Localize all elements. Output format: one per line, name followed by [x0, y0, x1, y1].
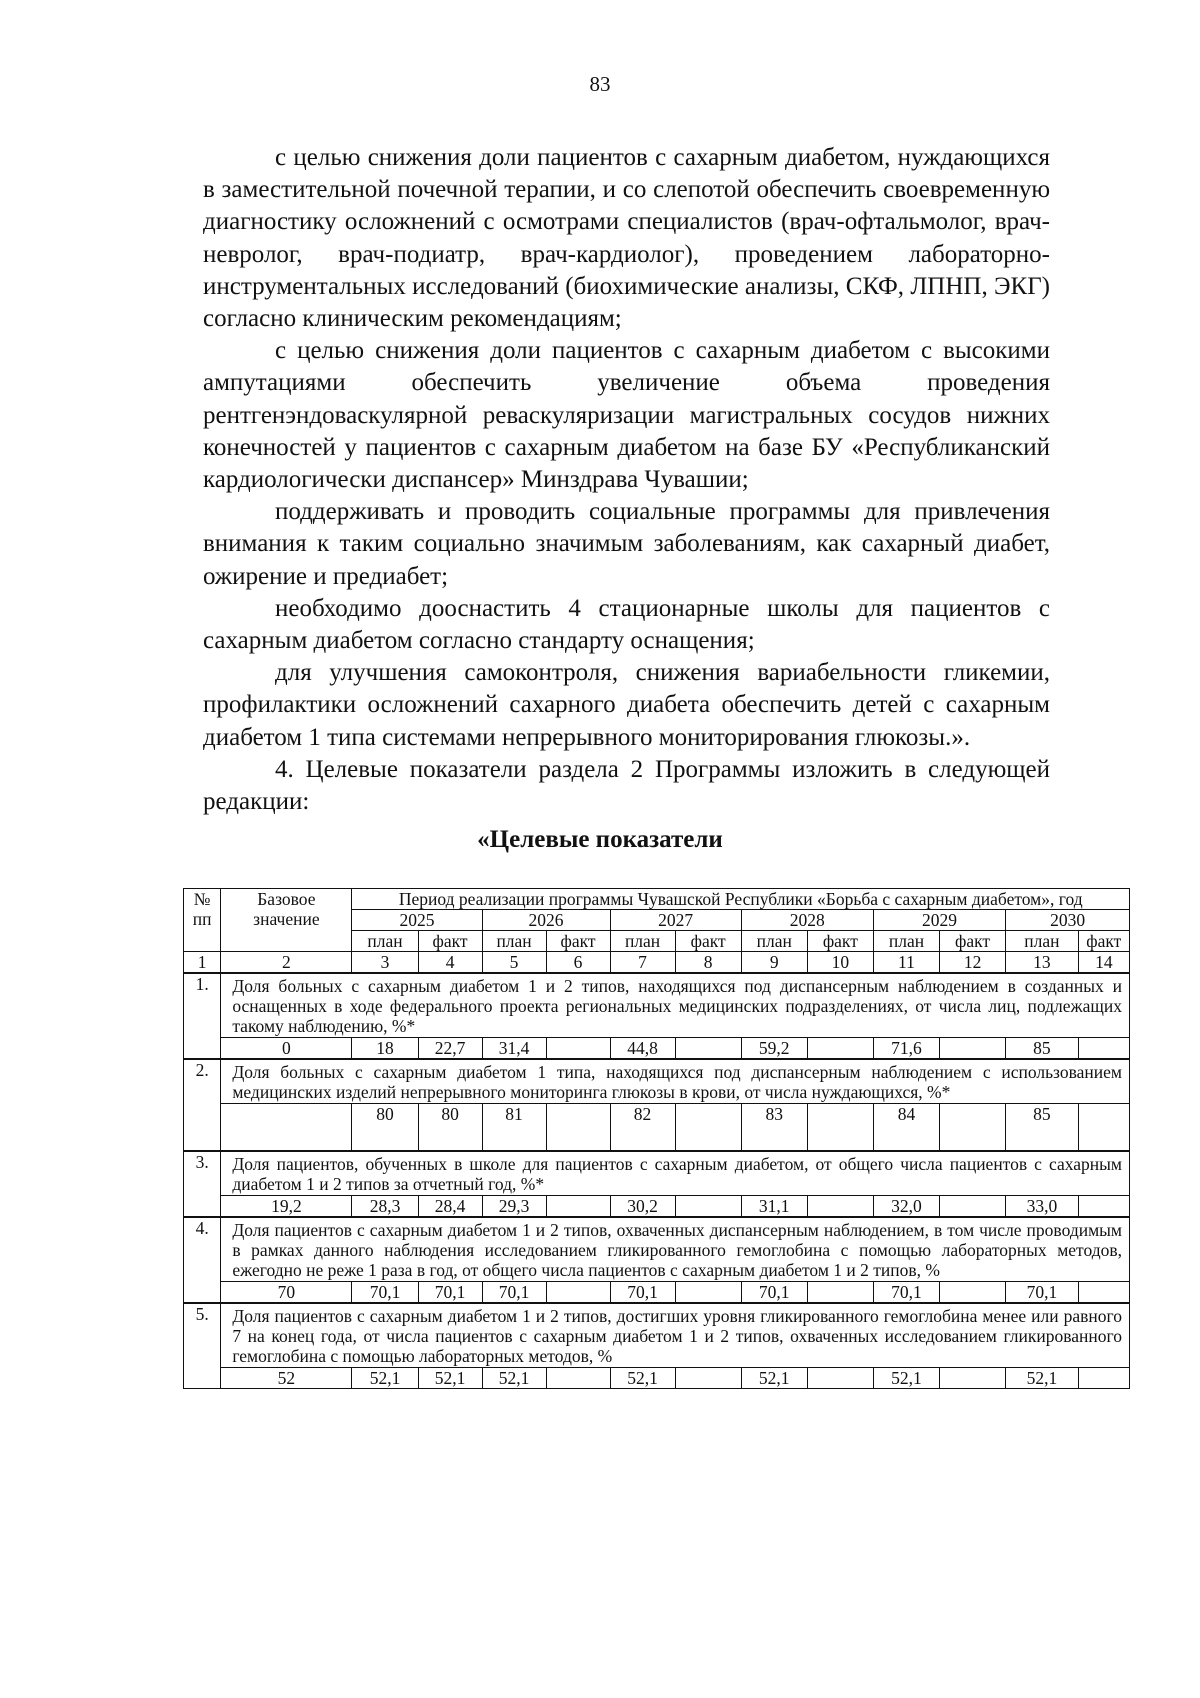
value-cell — [1078, 1038, 1129, 1060]
header-fact: факт — [1078, 931, 1129, 952]
value-cell: 19,2 — [221, 1195, 352, 1217]
indicator-row — [184, 1151, 1130, 1196]
value-cell: 52,1 — [873, 1367, 939, 1388]
column-number: 11 — [873, 952, 939, 974]
value-cell: 80 — [352, 1104, 418, 1151]
value-cell — [546, 1195, 610, 1217]
column-number: 5 — [482, 952, 546, 974]
value-cell — [940, 1038, 1006, 1060]
value-cell — [807, 1195, 873, 1217]
value-cell: 18 — [352, 1038, 418, 1060]
value-cell — [807, 1104, 873, 1151]
column-number: 14 — [1078, 952, 1129, 974]
indicator-values-row — [184, 1104, 1130, 1151]
paragraph: необходимо дооснастить 4 стационарные школы для пациентов с сахарным диабетом согласно стандарту оснащения; — [203, 594, 1050, 655]
value-cell: 70,1 — [1006, 1281, 1079, 1303]
value-cell: 81 — [482, 1104, 546, 1151]
paragraph: с целью снижения доли пациентов с сахарным диабетом с высокими ампутациями обеспечить увеличение объема проведения рентгенэндоваскулярной реваскуляризации магистральных сосудов нижних конечностей у пациентов с сахарным диабетом на базе БУ «Республиканский кардиологически диспансер» Минздрава Чувашии; — [203, 337, 1050, 494]
value-cell: 30,2 — [610, 1195, 675, 1217]
column-number: 3 — [352, 952, 418, 974]
value-cell: 0 — [221, 1038, 352, 1060]
column-number: 7 — [610, 952, 675, 974]
page-number: 83 — [589, 72, 611, 96]
indicator-row — [184, 1217, 1130, 1282]
value-cell: 28,3 — [352, 1195, 418, 1217]
value-cell — [807, 1038, 873, 1060]
value-cell — [675, 1038, 741, 1060]
indicator-row — [184, 1059, 1130, 1104]
indicator-number: 4. — [184, 1217, 221, 1303]
value-cell — [546, 1104, 610, 1151]
header-num: № пп — [184, 889, 221, 952]
value-cell — [1078, 1195, 1129, 1217]
value-cell — [807, 1367, 873, 1388]
header-plan: план — [1006, 931, 1079, 952]
column-number: 13 — [1006, 952, 1079, 974]
value-cell — [940, 1281, 1006, 1303]
column-number: 1 — [184, 952, 221, 974]
value-cell — [807, 1281, 873, 1303]
header-plan: план — [873, 931, 939, 952]
header-fact: факт — [675, 931, 741, 952]
value-cell: 29,3 — [482, 1195, 546, 1217]
value-cell: 70,1 — [610, 1281, 675, 1303]
column-number: 12 — [940, 952, 1006, 974]
value-cell: 70,1 — [418, 1281, 482, 1303]
value-cell — [675, 1104, 741, 1151]
header-year: 2027 — [610, 910, 741, 931]
value-cell — [940, 1367, 1006, 1388]
indicator-row — [184, 1303, 1130, 1368]
paragraph: поддерживать и проводить социальные программы для привлечения внимания к таким социально значимым заболеваниям, как сахарный диабет, ожирение и предиабет; — [203, 498, 1050, 590]
indicator-row — [184, 973, 1130, 1038]
header-base: Базовое значение — [221, 889, 352, 952]
column-number-row — [184, 952, 1130, 974]
header-plan: план — [610, 931, 675, 952]
value-cell — [940, 1104, 1006, 1151]
value-cell: 71,6 — [873, 1038, 939, 1060]
indicator-values-row — [184, 1195, 1130, 1217]
value-cell: 84 — [873, 1104, 939, 1151]
value-cell: 80 — [418, 1104, 482, 1151]
value-cell: 70,1 — [741, 1281, 807, 1303]
value-cell: 22,7 — [418, 1038, 482, 1060]
value-cell: 70 — [221, 1281, 352, 1303]
paragraph: с целью снижения доли пациентов с сахарным диабетом, нуждающихся в заместительной почечной терапии, и со слепотой обеспечить своевременную диагностику осложнений с осмотрами специалистов (врач-офтальмолог, врач-невролог, врач-подиатр, врач-кардиолог), проведением лабораторно-инструментальных исследований (биохимические анализы, СКФ, ЛПНП, ЭКГ) согласно клиническим рекомендациям; — [203, 144, 1050, 333]
value-cell: 70,1 — [873, 1281, 939, 1303]
indicator-number: 2. — [184, 1059, 221, 1151]
value-cell: 52,1 — [482, 1367, 546, 1388]
header-plan: план — [482, 931, 546, 952]
value-cell — [221, 1104, 352, 1151]
value-cell: 31,4 — [482, 1038, 546, 1060]
column-number: 9 — [741, 952, 807, 974]
header-fact: факт — [418, 931, 482, 952]
value-cell: 70,1 — [352, 1281, 418, 1303]
value-cell: 31,1 — [741, 1195, 807, 1217]
value-cell: 83 — [741, 1104, 807, 1151]
value-cell — [675, 1195, 741, 1217]
indicator-description: Доля пациентов, обученных в школе для пациентов с сахарным диабетом, от общего числа пациентов с сахарным диабетом 1 и 2 типов за отчетный год, %* — [221, 1151, 1130, 1196]
value-cell — [1078, 1104, 1129, 1151]
value-cell — [675, 1281, 741, 1303]
column-number: 10 — [807, 952, 873, 974]
value-cell — [546, 1281, 610, 1303]
value-cell: 52 — [221, 1367, 352, 1388]
paragraph: 4. Целевые показатели раздела 2 Программы изложить в следующей редакции: — [203, 755, 1050, 816]
value-cell: 52,1 — [1006, 1367, 1079, 1388]
section-title: «Целевые показатели — [477, 826, 723, 853]
value-cell: 28,4 — [418, 1195, 482, 1217]
header-row — [184, 889, 1130, 910]
header-year: 2025 — [352, 910, 482, 931]
indicator-description: Доля пациентов с сахарным диабетом 1 и 2 типов, охваченных диспансерным наблюдением, в том числе проводимым в рамках данного наблюдения исследованием гликированного гемоглобина с помощью лабораторных методов, ежегодно не реже 1 раза в год, от общего числа пациентов с сахарным диабетом 1 и 2 типов, % — [221, 1217, 1130, 1282]
value-cell: 85 — [1006, 1038, 1079, 1060]
header-year: 2029 — [873, 910, 1005, 931]
header-fact: факт — [807, 931, 873, 952]
column-number: 8 — [675, 952, 741, 974]
body-text — [203, 142, 1050, 818]
value-cell: 82 — [610, 1104, 675, 1151]
value-cell: 33,0 — [1006, 1195, 1079, 1217]
indicator-number: 5. — [184, 1303, 221, 1389]
value-cell: 32,0 — [873, 1195, 939, 1217]
header-year: 2026 — [482, 910, 610, 931]
value-cell: 52,1 — [418, 1367, 482, 1388]
value-cell — [546, 1038, 610, 1060]
value-cell — [940, 1195, 1006, 1217]
value-cell: 44,8 — [610, 1038, 675, 1060]
header-fact: факт — [940, 931, 1006, 952]
indicator-values-row — [184, 1038, 1130, 1060]
value-cell: 52,1 — [610, 1367, 675, 1388]
indicator-number: 3. — [184, 1151, 221, 1217]
value-cell: 59,2 — [741, 1038, 807, 1060]
header-plan: план — [352, 931, 418, 952]
value-cell — [546, 1367, 610, 1388]
column-number: 4 — [418, 952, 482, 974]
column-number: 2 — [221, 952, 352, 974]
value-cell — [675, 1367, 741, 1388]
targets-table — [183, 888, 1130, 1389]
header-year: 2030 — [1006, 910, 1130, 931]
value-cell: 52,1 — [352, 1367, 418, 1388]
indicator-values-row — [184, 1367, 1130, 1388]
indicator-description: Доля больных с сахарным диабетом 1 и 2 типов, находящихся под диспансерным наблюдением в созданных и оснащенных в ходе федерального проекта региональных медицинских подразделениях, от числа лиц, подлежащих такому наблюдению, %* — [221, 973, 1130, 1038]
indicator-number: 1. — [184, 973, 221, 1059]
value-cell: 52,1 — [741, 1367, 807, 1388]
header-period: Период реализации программы Чувашской Республики «Борьба с сахарным диабетом», год — [352, 889, 1130, 910]
indicator-values-row — [184, 1281, 1130, 1303]
paragraph: для улучшения самоконтроля, снижения вариабельности гликемии, профилактики осложнений сахарного диабета обеспечить детей с сахарным диабетом 1 типа системами непрерывного мониторирования глюкозы.». — [203, 659, 1050, 751]
value-cell — [1078, 1367, 1129, 1388]
value-cell: 85 — [1006, 1104, 1079, 1151]
column-number: 6 — [546, 952, 610, 974]
value-cell: 70,1 — [482, 1281, 546, 1303]
header-plan: план — [741, 931, 807, 952]
indicator-description: Доля больных с сахарным диабетом 1 типа, находящихся под диспансерным наблюдением с использованием медицинских изделий непрерывного мониторинга глюкозы в крови, от числа нуждающихся, %* — [221, 1059, 1130, 1104]
value-cell — [1078, 1281, 1129, 1303]
header-year: 2028 — [741, 910, 873, 931]
header-fact: факт — [546, 931, 610, 952]
indicator-description: Доля пациентов с сахарным диабетом 1 и 2 типов, достигших уровня гликированного гемоглобина менее или равного 7 на конец года, от числа пациентов с сахарным диабетом 1 и 2 типов, охваченных исследованием гликированного гемоглобина с помощью лабораторных методов, % — [221, 1303, 1130, 1368]
